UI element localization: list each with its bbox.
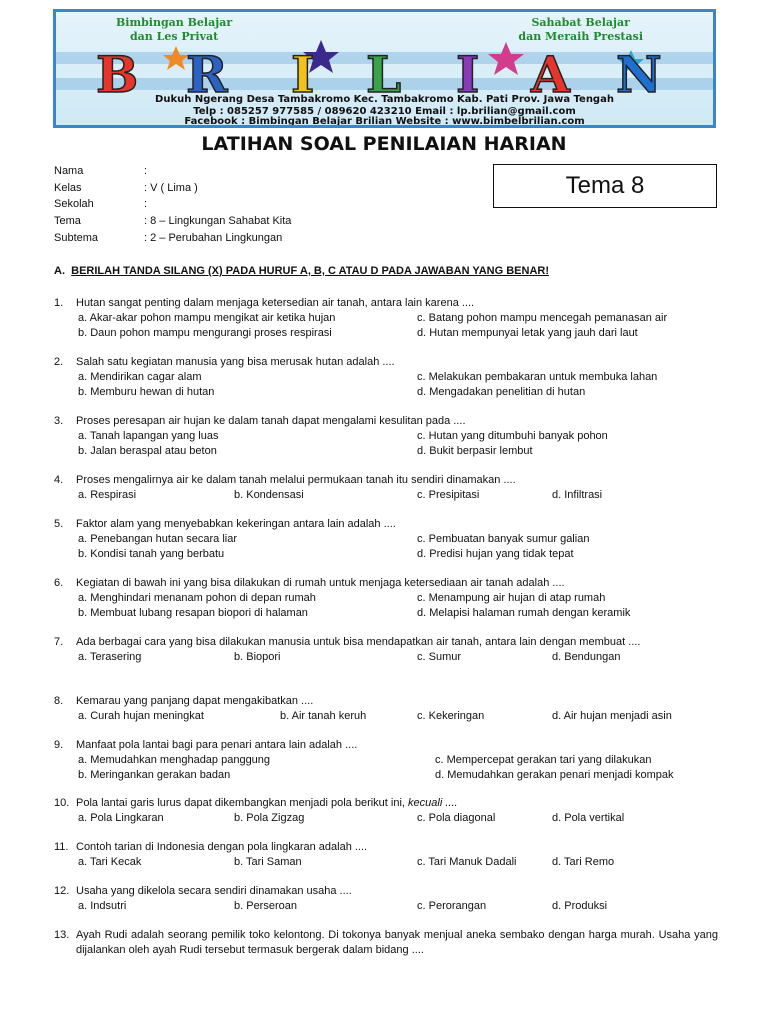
option-c: c. Pembuatan banyak sumur galian bbox=[417, 533, 590, 545]
banner-address: Dukuh Ngerang Desa Tambakromo Kec. Tambakromo Kab. Pati Prov. Jawa Tengah bbox=[155, 94, 614, 105]
question-number: 1. bbox=[54, 297, 64, 309]
info-row bbox=[54, 163, 291, 180]
question-text: Faktor alam yang menyebabkan kekeringan antara lain adalah .... bbox=[76, 518, 396, 530]
brand-letter: I bbox=[456, 45, 480, 96]
option-b: b. Daun pohon mampu mengurangi proses respirasi bbox=[78, 327, 332, 339]
option-b: b. Jalan beraspal atau beton bbox=[78, 445, 217, 457]
question-number: 12. bbox=[54, 885, 70, 897]
option-d: d. Produksi bbox=[552, 900, 608, 912]
option-d: d. Hutan mempunyai letak yang jauh dari laut bbox=[417, 327, 638, 339]
option-a: a. Mendirikan cagar alam bbox=[78, 371, 202, 383]
answer-options bbox=[54, 591, 718, 621]
option-b: b. Memburu hewan di hutan bbox=[78, 386, 215, 398]
page-title: LATIHAN SOAL PENILAIAN HARIAN bbox=[201, 133, 567, 155]
question-item bbox=[54, 517, 718, 562]
question-text: Ayah Rudi adalah seorang pemilik toko kelontong. Di tokonya banyak menjual aneka sembako dengan harga murah. Usaha yang dijalankan oleh ayah Rudi tersebut termasuk bergerak dalam bidang .... bbox=[76, 929, 718, 956]
info-label: Tema bbox=[54, 215, 81, 228]
brilian-logo bbox=[76, 38, 696, 96]
option-a: a. Tanah lapangan yang luas bbox=[78, 430, 219, 442]
question-number: 7. bbox=[54, 636, 64, 648]
question-item bbox=[54, 840, 718, 870]
option-d: d. Melapisi halaman rumah dengan keramik bbox=[417, 607, 631, 619]
option-a: a. Indsutri bbox=[78, 900, 127, 912]
question-item bbox=[54, 635, 718, 665]
answer-options bbox=[54, 532, 718, 562]
option-b: b. Kondensasi bbox=[234, 489, 304, 501]
info-value: : 8 – Lingkungan Sahabat Kita bbox=[144, 215, 292, 228]
question-text: Salah satu kegiatan manusia yang bisa merusak hutan adalah .... bbox=[76, 356, 395, 368]
answer-options bbox=[54, 753, 718, 783]
option-b: b. Meringankan gerakan badan bbox=[78, 769, 231, 781]
answer-options bbox=[54, 650, 718, 665]
question-number: 8. bbox=[54, 695, 64, 707]
question-item bbox=[54, 296, 718, 341]
option-b: b. Kondisi tanah yang berbatu bbox=[78, 548, 225, 560]
option-a: a. Respirasi bbox=[78, 489, 137, 501]
answer-options bbox=[54, 855, 718, 870]
answer-options bbox=[54, 488, 718, 503]
option-a: a. Akar-akar pohon mampu mengikat air ketika hujan bbox=[78, 312, 336, 324]
option-c: c. Tari Manuk Dadali bbox=[417, 856, 517, 868]
question-number: 4. bbox=[54, 474, 64, 486]
option-b: b. Air tanah keruh bbox=[280, 710, 367, 722]
option-c: c. Perorangan bbox=[417, 900, 487, 912]
section-letter: A. bbox=[54, 265, 65, 277]
question-number: 13. bbox=[54, 929, 70, 941]
answer-options bbox=[54, 709, 718, 724]
option-c: c. Presipitasi bbox=[417, 489, 480, 501]
brand-letter: L bbox=[366, 45, 402, 96]
banner-phone: Telp : 085257 977585 / 089620 423210 Email : lp.brilian@gmail.com bbox=[193, 106, 576, 117]
question-item bbox=[54, 694, 718, 724]
question-text: Usaha yang dikelola secara sendiri dinamakan usaha .... bbox=[76, 885, 352, 897]
answer-options bbox=[54, 811, 718, 826]
question-item bbox=[54, 473, 718, 503]
info-value: : bbox=[144, 198, 148, 211]
option-d: d. Tari Remo bbox=[552, 856, 615, 868]
info-label: Kelas bbox=[54, 181, 82, 194]
option-d: d. Predisi hujan yang tidak tepat bbox=[417, 548, 574, 560]
info-label: Subtema bbox=[54, 231, 99, 244]
option-d: d. Air hujan menjadi asin bbox=[552, 710, 672, 722]
info-label: Sekolah bbox=[54, 198, 94, 211]
question-text: Kemarau yang panjang dapat mengakibatkan .... bbox=[76, 695, 314, 707]
banner-right-tagline: Sahabat Belajar dan Meraih Prestasi bbox=[518, 16, 643, 43]
info-value: : V ( Lima ) bbox=[144, 181, 198, 194]
option-b: b. Biopori bbox=[234, 651, 281, 663]
student-info bbox=[54, 163, 291, 247]
info-row bbox=[54, 230, 291, 247]
option-a: a. Tari Kecak bbox=[78, 856, 142, 868]
option-b: b. Membuat lubang resapan biopori di halaman bbox=[78, 607, 308, 619]
question-text: Manfaat pola lantai bagi para penari antara lain adalah .... bbox=[76, 739, 358, 751]
option-c: c. Hutan yang ditumbuhi banyak pohon bbox=[417, 430, 608, 442]
option-b: b. Perseroan bbox=[234, 900, 297, 912]
question-number: 11. bbox=[54, 841, 69, 853]
question-item bbox=[54, 576, 718, 621]
question-number: 9. bbox=[54, 739, 64, 751]
question-number: 10. bbox=[54, 797, 70, 809]
question-item bbox=[54, 414, 718, 459]
answer-options bbox=[54, 429, 718, 459]
info-row bbox=[54, 213, 291, 230]
option-b: b. Tari Saman bbox=[234, 856, 302, 868]
info-value: : bbox=[144, 165, 148, 177]
question-text: Kegiatan di bawah ini yang bisa dilakukan di rumah untuk menjaga ketersediaan air tanah adalah .... bbox=[76, 577, 565, 589]
option-c: c. Mempercepat gerakan tari yang dilakukan bbox=[435, 754, 652, 766]
star-icon bbox=[488, 42, 524, 75]
brand-letter: A bbox=[531, 45, 570, 96]
question-text: Hutan sangat penting dalam menjaga ketersedian air tanah, antara lain karena .... bbox=[76, 297, 475, 309]
info-row bbox=[54, 180, 291, 197]
section-heading bbox=[54, 265, 549, 277]
banner-social: Facebook : Bimbingan Belajar Brilian Website : www.bimbelbrilian.com bbox=[184, 116, 585, 127]
option-d: d. Memudahkan gerakan penari menjadi kompak bbox=[435, 769, 674, 781]
answer-options bbox=[54, 370, 718, 400]
option-c: c. Pola diagonal bbox=[417, 812, 496, 824]
banner-left-tagline: Bimbingan Belajar dan Les Privat bbox=[116, 16, 233, 43]
answer-options bbox=[54, 899, 718, 914]
option-c: c. Batang pohon mampu mencegah pemanasan air bbox=[417, 312, 668, 324]
option-d: d. Bukit berpasir lembut bbox=[417, 445, 533, 457]
question-item bbox=[54, 738, 718, 783]
question-item bbox=[54, 796, 718, 826]
brand-letter: N bbox=[616, 45, 662, 96]
question-number: 6. bbox=[54, 577, 64, 589]
question-number: 3. bbox=[54, 415, 64, 427]
section-instruction: BERILAH TANDA SILANG (X) PADA HURUF A, B, C ATAU D PADA JAWABAN YANG BENAR! bbox=[71, 265, 550, 277]
answer-options bbox=[54, 311, 718, 341]
option-c: c. Kekeringan bbox=[417, 710, 485, 722]
option-d: d. Bendungan bbox=[552, 651, 621, 663]
option-a: a. Curah hujan meningkat bbox=[78, 710, 204, 722]
option-d: d. Pola vertikal bbox=[552, 812, 625, 824]
header-banner bbox=[53, 9, 716, 128]
option-c: c. Menampung air hujan di atap rumah bbox=[417, 592, 606, 604]
info-row bbox=[54, 196, 291, 213]
option-d: d. Infiltrasi bbox=[552, 489, 603, 501]
brand-letter: I bbox=[291, 45, 315, 96]
question-item bbox=[54, 355, 718, 400]
question-text: Proses peresapan air hujan ke dalam tanah dapat mengalami kesulitan pada .... bbox=[76, 415, 466, 427]
option-a: a. Penebangan hutan secara liar bbox=[78, 533, 238, 545]
option-c: c. Sumur bbox=[417, 651, 462, 663]
question-number: 5. bbox=[54, 518, 64, 530]
option-a: a. Terasering bbox=[78, 651, 142, 663]
option-a: a. Pola Lingkaran bbox=[78, 812, 164, 824]
info-value: : 2 – Perubahan Lingkungan bbox=[144, 231, 283, 244]
brand-letter: R bbox=[186, 45, 228, 96]
question-item bbox=[54, 884, 718, 914]
question-text: Proses mengalirnya air ke dalam tanah melalui permukaan tanah itu sendiri dinamakan .... bbox=[76, 474, 516, 486]
question-text: Ada berbagai cara yang bisa dilakukan manusia untuk bisa mendapatkan air tanah, antara lain dengan membuat .... bbox=[76, 636, 641, 648]
option-a: a. Memudahkan menghadap panggung bbox=[78, 754, 271, 766]
option-d: d. Mengadakan penelitian di hutan bbox=[417, 386, 586, 398]
question-item bbox=[54, 928, 718, 958]
option-b: b. Pola Zigzag bbox=[234, 812, 305, 824]
question-number: 2. bbox=[54, 356, 64, 368]
info-label: Nama bbox=[54, 165, 84, 177]
option-c: c. Melakukan pembakaran untuk membuka lahan bbox=[417, 371, 658, 383]
question-text: Contoh tarian di Indonesia dengan pola lingkaran adalah .... bbox=[76, 841, 368, 853]
tema-box: Tema 8 bbox=[493, 164, 717, 208]
brand-letter: B bbox=[96, 45, 139, 96]
question-text: Pola lantai garis lurus dapat dikembangkan menjadi pola berikut ini, kecuali .... bbox=[76, 797, 458, 809]
option-a: a. Menghindari menanam pohon di depan rumah bbox=[78, 592, 316, 604]
